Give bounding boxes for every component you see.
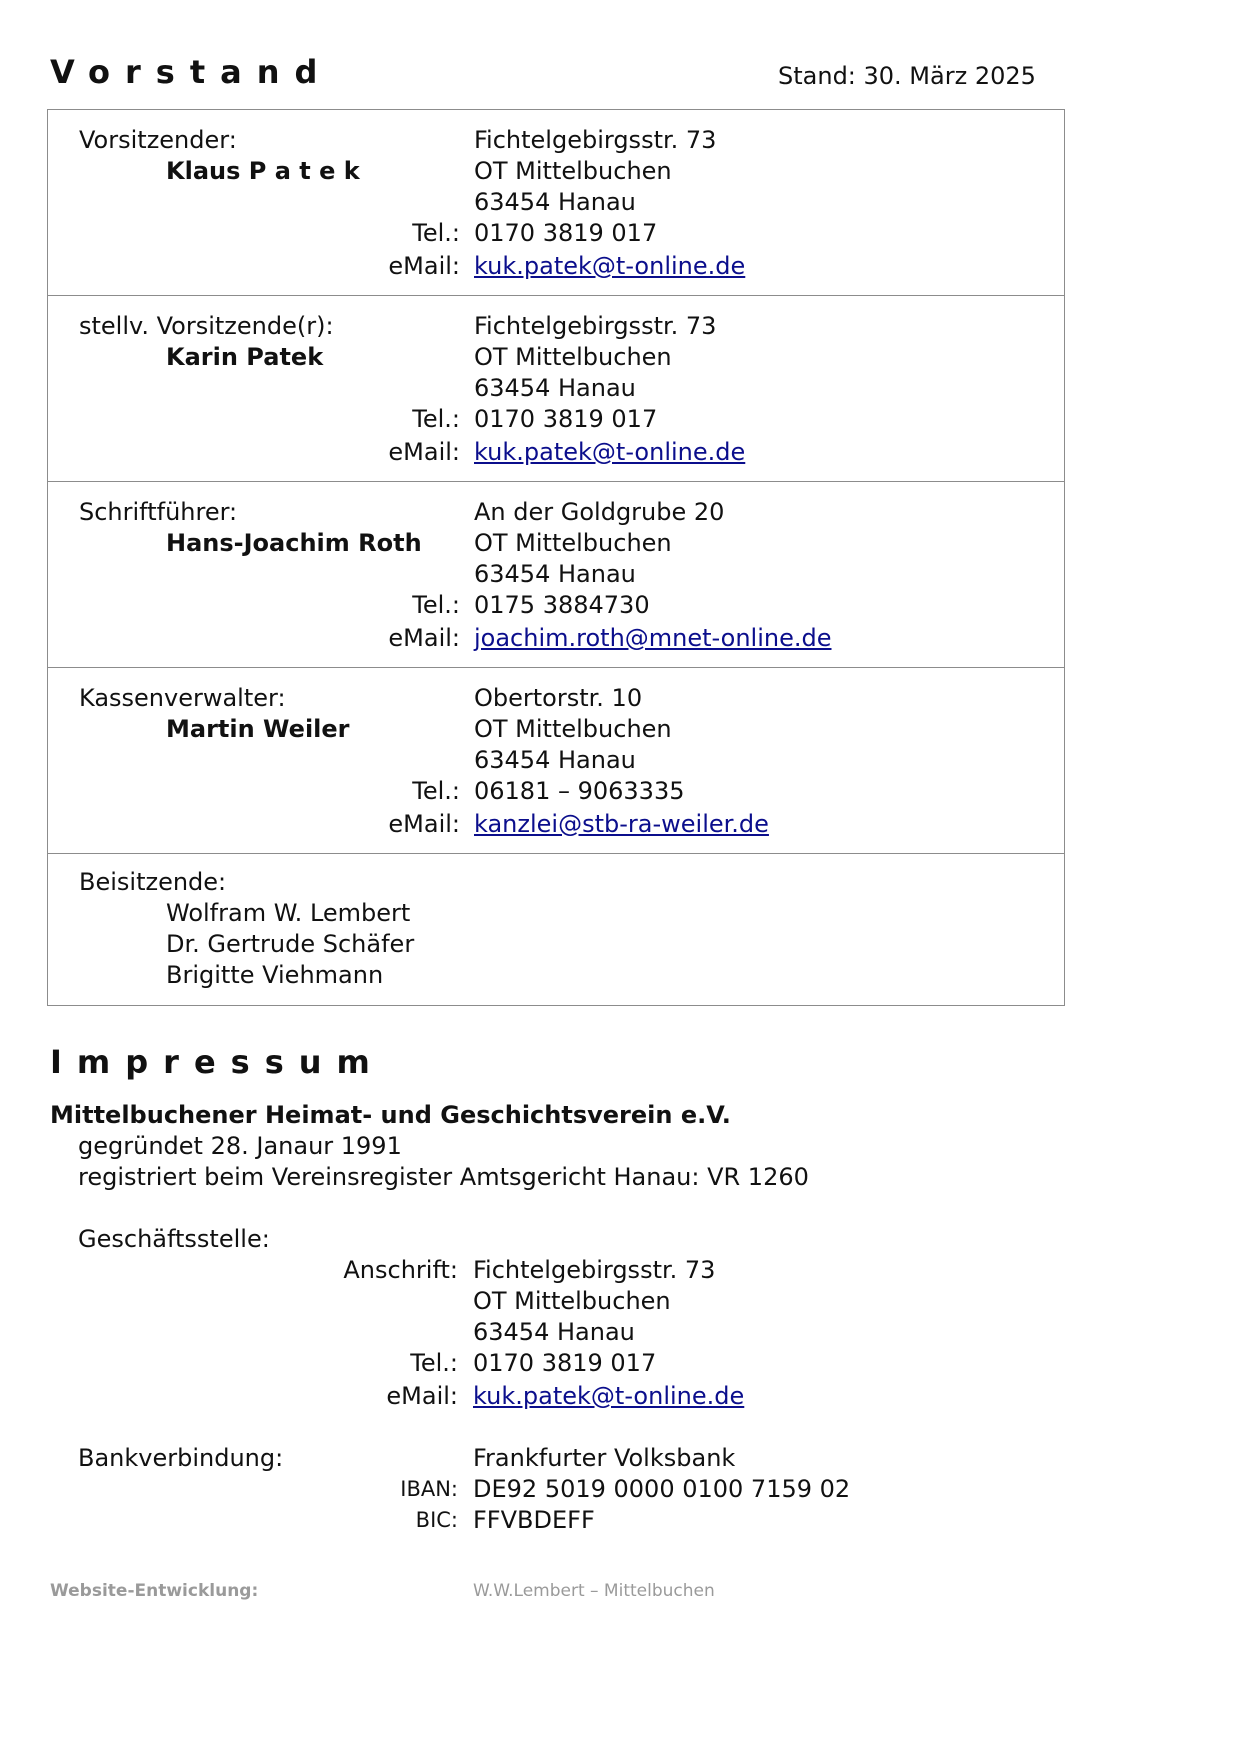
tel-label: Tel.: <box>412 405 460 433</box>
tel-value: 0170 3819 017 <box>474 219 658 247</box>
address-city: 63454 Hanau <box>474 560 636 588</box>
email-label: eMail: <box>388 624 460 652</box>
email-label: eMail: <box>388 252 460 280</box>
iban-label: IBAN: <box>400 1477 458 1501</box>
beisitzende-member: Dr. Gertrude Schäfer <box>166 930 415 958</box>
email-link[interactable]: kuk.patek@t-online.de <box>474 252 746 280</box>
beisitzende-label: Beisitzende: <box>79 868 227 896</box>
footer-label: Website-Entwicklung: <box>50 1581 259 1601</box>
tel-value: 0170 3819 017 <box>474 405 658 433</box>
address-city: 63454 Hanau <box>474 746 636 774</box>
officer-vorsitzender <box>48 110 1064 295</box>
officer-role: Kassenverwalter: <box>79 684 286 712</box>
address-district: OT Mittelbuchen <box>474 157 672 185</box>
bic-label: BIC: <box>415 1508 458 1532</box>
officer-stellv-vorsitzende <box>48 295 1064 481</box>
address-street: Fichtelgebirgsstr. 73 <box>474 126 717 154</box>
beisitzende-section <box>48 853 1064 1005</box>
vorstand-table <box>47 109 1065 1006</box>
officer-kassenverwalter <box>48 667 1064 853</box>
officer-role: stellv. Vorsitzende(r): <box>79 312 334 340</box>
address-city: 63454 Hanau <box>474 374 636 402</box>
officer-name: Hans-Joachim Roth <box>166 529 422 557</box>
footer-credit: W.W.Lembert – Mittelbuchen <box>473 1581 715 1601</box>
email-link[interactable]: kuk.patek@t-online.de <box>474 438 746 466</box>
officer-role: Vorsitzender: <box>79 126 237 154</box>
office-email-link[interactable]: kuk.patek@t-online.de <box>473 1382 745 1410</box>
impressum-heading: Impressum <box>50 1043 385 1081</box>
founded-date: gegründet 28. Janaur 1991 <box>78 1132 402 1160</box>
address-street: Fichtelgebirgsstr. 73 <box>474 312 717 340</box>
officer-name: Klaus P a t e k <box>166 157 360 185</box>
address-city: 63454 Hanau <box>474 188 636 216</box>
tel-label: Tel.: <box>412 777 460 805</box>
office-city: 63454 Hanau <box>473 1318 635 1346</box>
email-label: eMail: <box>388 810 460 838</box>
tel-value: 06181 – 9063335 <box>474 777 685 805</box>
registry-info: registriert beim Vereinsregister Amtsgericht Hanau: VR 1260 <box>78 1163 809 1191</box>
address-district: OT Mittelbuchen <box>474 343 672 371</box>
tel-label: Tel.: <box>412 219 460 247</box>
address-street: Obertorstr. 10 <box>474 684 643 712</box>
address-street: An der Goldgrube 20 <box>474 498 725 526</box>
email-label: eMail: <box>388 438 460 466</box>
address-label: Anschrift: <box>343 1256 458 1284</box>
bank-label: Bankverbindung: <box>78 1444 284 1472</box>
bank-name: Frankfurter Volksbank <box>473 1444 736 1472</box>
stand-date: Stand: 30. März 2025 <box>778 62 1036 90</box>
office-street: Fichtelgebirgsstr. 73 <box>473 1256 716 1284</box>
officer-role: Schriftführer: <box>79 498 238 526</box>
iban-value: DE92 5019 0000 0100 7159 02 <box>473 1475 851 1503</box>
impressum-section <box>0 1100 1240 1620</box>
office-tel-label: Tel.: <box>410 1349 458 1377</box>
office-tel: 0170 3819 017 <box>473 1349 657 1377</box>
tel-value: 0175 3884730 <box>474 591 650 619</box>
tel-label: Tel.: <box>412 591 460 619</box>
office-district: OT Mittelbuchen <box>473 1287 671 1315</box>
office-email-label: eMail: <box>386 1382 458 1410</box>
address-district: OT Mittelbuchen <box>474 715 672 743</box>
office-label: Geschäftsstelle: <box>78 1225 270 1253</box>
bic-value: FFVBDEFF <box>473 1506 595 1534</box>
org-name: Mittelbuchener Heimat- und Geschichtsverein e.V. <box>50 1101 731 1129</box>
vorstand-heading: Vorstand <box>50 53 333 91</box>
email-link[interactable]: kanzlei@stb-ra-weiler.de <box>474 810 769 838</box>
officer-schriftfuehrer <box>48 481 1064 667</box>
address-district: OT Mittelbuchen <box>474 529 672 557</box>
beisitzende-member: Brigitte Viehmann <box>166 961 384 989</box>
beisitzende-member: Wolfram W. Lembert <box>166 899 411 927</box>
officer-name: Karin Patek <box>166 343 324 371</box>
officer-name: Martin Weiler <box>166 715 350 743</box>
email-link[interactable]: joachim.roth@mnet-online.de <box>474 624 832 652</box>
